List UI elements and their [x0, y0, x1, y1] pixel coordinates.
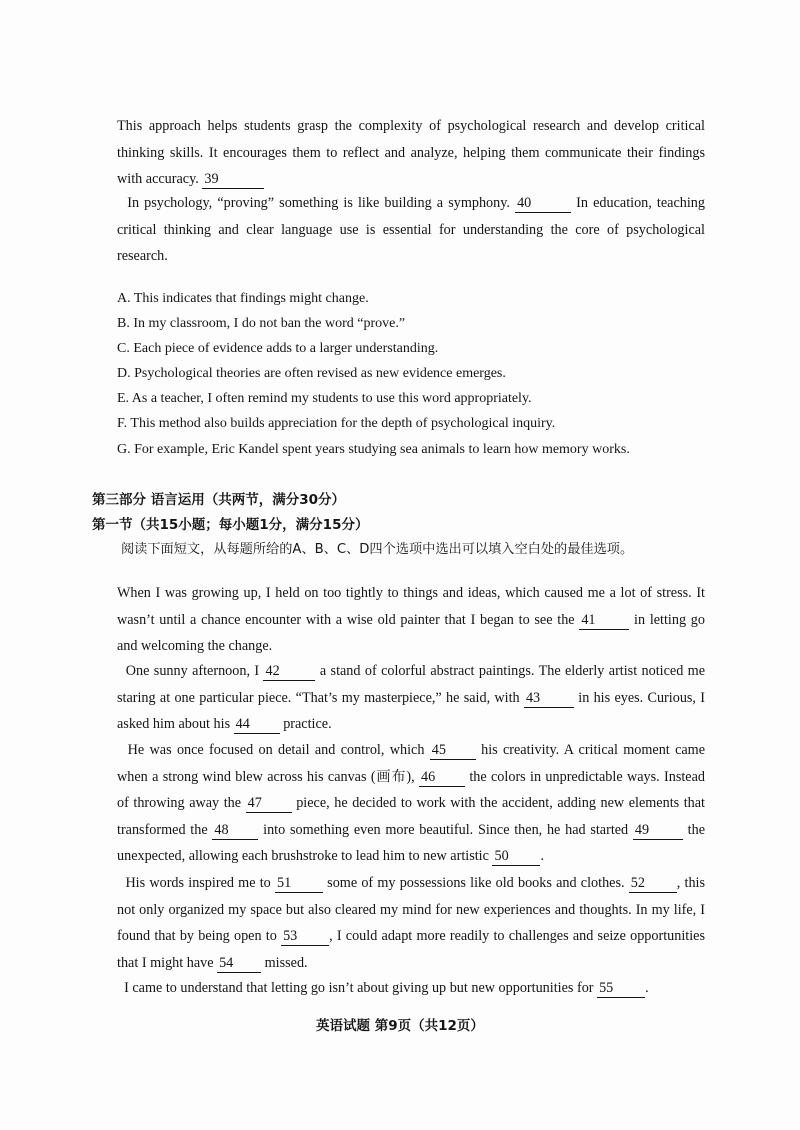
blank-52: 52 [629, 874, 677, 893]
blank-45: 45 [430, 741, 476, 760]
blank-51: 51 [275, 874, 323, 893]
option-a: A. This indicates that findings might change. [117, 291, 369, 306]
blank-53: 53 [281, 927, 329, 946]
option-b: B. In my classroom, I do not ban the word “prove.” [117, 316, 406, 331]
cloze-paragraph-1: When I was growing up, I held on too tightly to things and ideas, which caused me a lot of stress. It wasn’t until a chance encounter with a wise old painter that I began to see the 41 in letting go and welcoming the change. [117, 585, 705, 654]
blank-48: 48 [212, 821, 258, 840]
part-heading: 第三部分 语言运用（共两节，满分30分） [92, 492, 345, 508]
cloze-paragraph-5: I came to understand that letting go isn’t about giving up but new opportunities for 55 . [124, 980, 649, 996]
blank-46: 46 [419, 768, 465, 787]
passage-paragraph-1: This approach helps students grasp the complexity of psychological research and develop critical thinking skills. It encourages them to reflect and analyze, helping them communicate their findings with accuracy. 39 [117, 118, 705, 187]
blank-41: 41 [579, 611, 629, 630]
page-footer: 英语试题 第9页（共12页） [316, 1018, 484, 1034]
option-d: D. Psychological theories are often revised as new evidence emerges. [117, 366, 506, 381]
blank-47: 47 [246, 794, 292, 813]
blank-55: 55 [597, 979, 645, 998]
cloze-paragraph-3: He was once focused on detail and control, which 45 his creativity. A critical moment came when a strong wind blew across his canvas (画布), 46 the colors in unpredictable ways. Instead of throwing away the 47 piece, he decided to work with the accident, adding new elements that transformed the 48 into something even more beautiful. Since then, he had started 49 the unexpected, allowing each brushstroke to lead him to new artistic 50 . [117, 742, 705, 864]
option-e: E. As a teacher, I often remind my students to use this word appropriately. [117, 391, 532, 406]
cloze-paragraph-4: His words inspired me to 51 some of my possessions like old books and clothes. 52 , this not only organized my space but also cleared my mind for new experiences and thoughts. In my life, I found that by being open to 53 , I could adapt more readily to challenges and seize opportunities that I might have 54 missed. [117, 875, 706, 971]
option-c: C. Each piece of evidence adds to a larger understanding. [117, 341, 439, 356]
cloze-paragraph-2: One sunny afternoon, I 42 a stand of colorful abstract paintings. The elderly artist noticed me staring at one particular piece. “That’s my masterpiece,” he said, with 43 in his eyes. Curious, I asked him about his 44 practice. [117, 663, 706, 732]
blank-50: 50 [492, 847, 540, 866]
blank-49: 49 [633, 821, 683, 840]
blank-44: 44 [234, 715, 280, 734]
blank-42: 42 [263, 662, 315, 681]
option-f: F. This method also builds appreciation for the depth of psychological inquiry. [117, 416, 556, 431]
section-heading: 第一节（共15小题；每小题1分，满分15分） [92, 517, 369, 533]
blank-54: 54 [217, 954, 261, 973]
passage-paragraph-2: In psychology, “proving” something is like building a symphony. 40 In education, teaching critical thinking and clear language use is essential for understanding the core of psychological research. [117, 195, 705, 264]
blank-39: 39 [202, 170, 264, 189]
instruction-text: 阅读下面短文，从每题所给的A、B、C、D四个选项中选出可以填入空白处的最佳选项。 [121, 542, 634, 557]
option-g: G. For example, Eric Kandel spent years studying sea animals to learn how memory works. [117, 442, 630, 457]
blank-40: 40 [515, 194, 571, 213]
blank-43: 43 [524, 689, 574, 708]
